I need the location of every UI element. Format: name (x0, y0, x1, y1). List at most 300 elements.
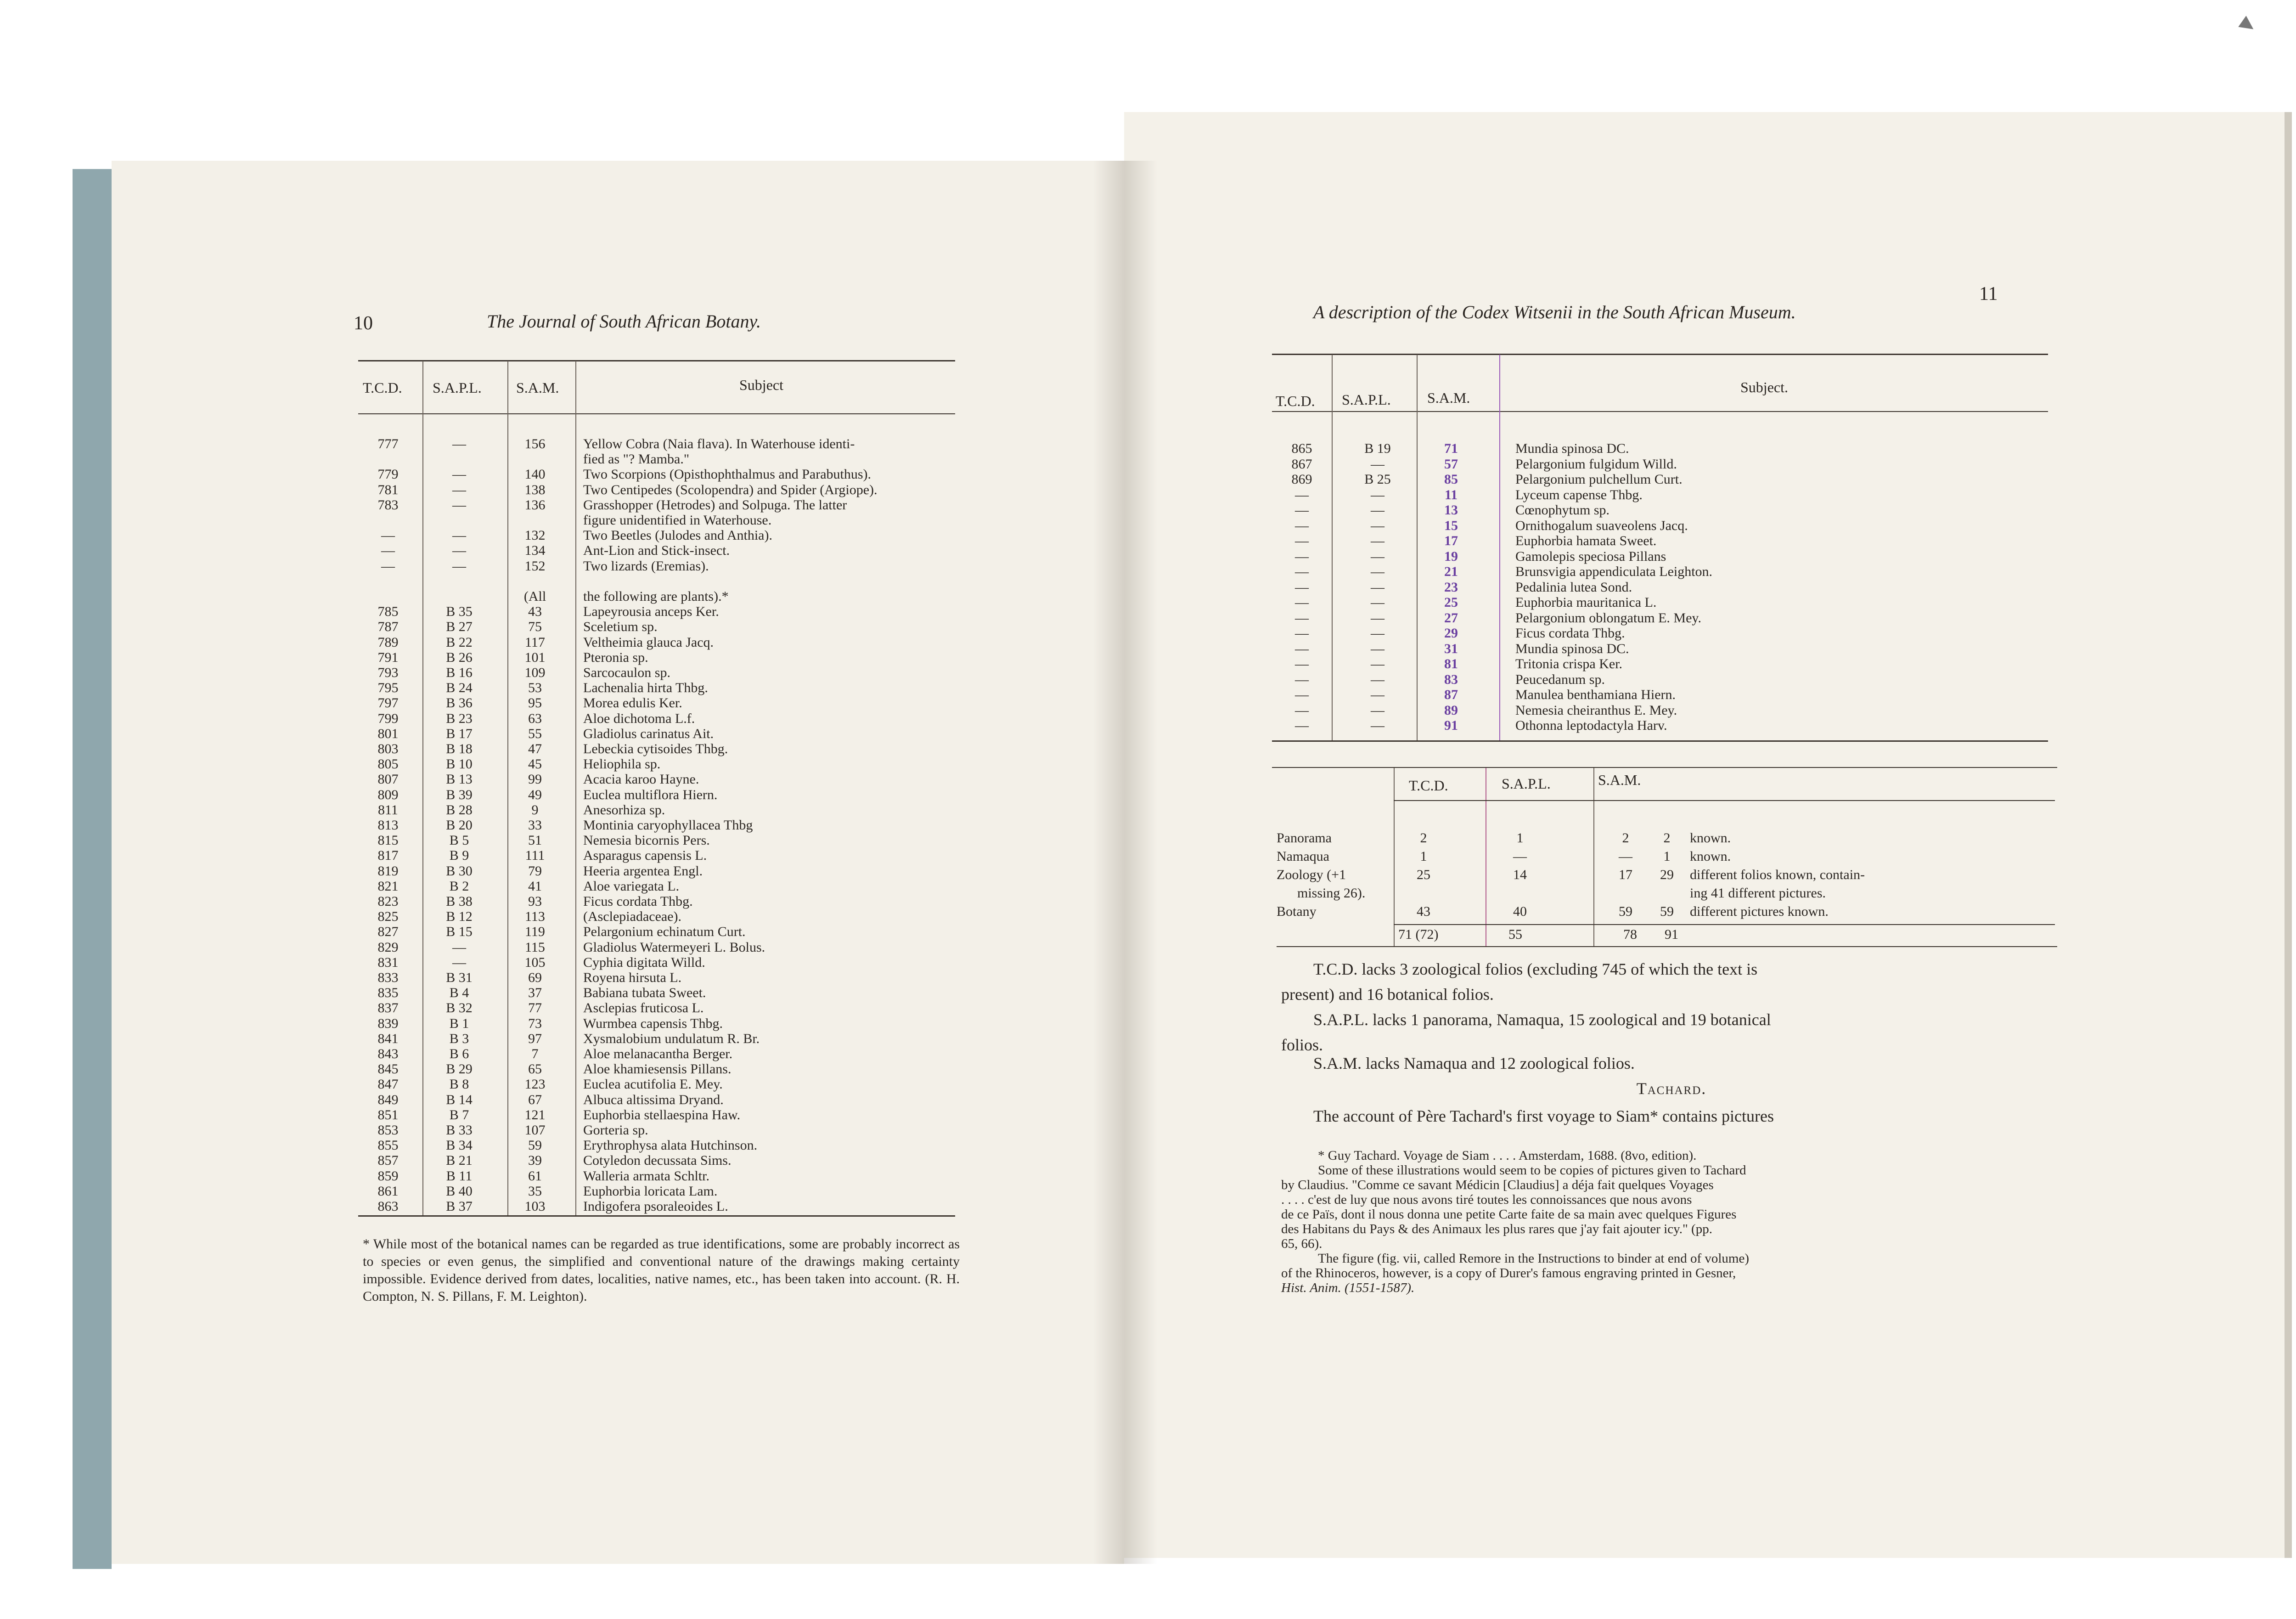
cell-subject: Erythrophysa alata Hutchinson. (583, 1138, 758, 1153)
cell-sam: 152 (524, 558, 546, 574)
cell-tcd: 803 (377, 741, 399, 756)
summary-header-tcd: T.C.D. (1409, 777, 1448, 794)
cell-subject: Cœnophytum sp. (1515, 502, 1610, 518)
table-row (363, 1107, 960, 1123)
table-row (363, 604, 960, 620)
table-row (1277, 457, 2057, 472)
cell-subject: Indigofera psoraleoides L. (583, 1199, 728, 1214)
cell-subject: Walleria armata Schltr. (583, 1168, 709, 1184)
cell-subject: Gladiolus carinatus Ait. (583, 726, 714, 741)
table-row (1277, 564, 2057, 580)
summary-totals (1394, 927, 2055, 942)
footnote-line: de ce Païs, dont il nous donna une petite Carte faite de sa main avec quelques Figures (1281, 1207, 1737, 1222)
table-row (363, 833, 960, 848)
cell-sam: 113 (525, 909, 545, 925)
cell-sapl: B 20 (446, 818, 473, 833)
summary-sapl: 14 (1513, 867, 1527, 882)
table-row (363, 772, 960, 787)
cell-tcd: — (1295, 626, 1309, 641)
cell-subject: Two lizards (Eremias). (583, 558, 709, 574)
cell-subject: Babiana tubata Sweet. (583, 985, 706, 1001)
cell-sam: 138 (524, 482, 546, 497)
total-sam-a: 78 (1623, 927, 1637, 942)
summary-row (1277, 867, 2057, 883)
header-tcd: T.C.D. (363, 379, 402, 396)
table-row (363, 1077, 960, 1092)
cell-sapl: — (1371, 656, 1384, 671)
cell-subject: Aloe melanacantha Berger. (583, 1046, 733, 1061)
paragraph-line: S.A.M. lacks Namaqua and 12 zoological folios. (1313, 1054, 1635, 1072)
cell-tcd: — (1295, 487, 1309, 502)
cell-sam: 51 (528, 833, 542, 848)
cell-subject: Two Scorpions (Opisthophthalmus and Parabuthus). (583, 467, 872, 482)
cell-sapl: — (1371, 687, 1384, 702)
cell-subject: Tritonia crispa Ker. (1515, 656, 1623, 671)
cell-tcd: 807 (377, 772, 399, 787)
cell-sam: 73 (528, 1015, 542, 1031)
cell-subject: Morea edulis Ker. (583, 695, 682, 711)
cell-tcd: 827 (377, 924, 399, 940)
footnote: * While most of the botanical names can be regarded as true identifications, some are probably incorrect as to species or even genus, the simplified and conventional nature of the drawings making certainty impossible. Evidence derived from dates, localities, native names, etc., has been taken into account. (R. H. Compton, N. S. Pillans, F. M. Leighton). (363, 1236, 960, 1304)
cell-tcd: 829 (377, 939, 399, 955)
cell-sapl: — (452, 954, 466, 970)
table-row (363, 558, 960, 574)
cell-sapl: B 40 (446, 1183, 473, 1199)
cell-tcd: — (381, 558, 395, 574)
cell-subject: Gamolepis speciosa Pillans (1515, 548, 1666, 564)
cell-sapl: B 38 (446, 894, 473, 909)
summary-sam-b: 1 (1663, 849, 1671, 864)
table-row (363, 1184, 960, 1199)
cell-sapl: B 35 (446, 604, 473, 620)
cell-sam: 93 (528, 894, 542, 909)
cell-sapl: — (1371, 626, 1384, 641)
paragraph-line: present) and 16 botanical folios. (1281, 985, 1494, 1004)
cell-sam: 97 (528, 1031, 542, 1046)
cell-sapl: — (452, 558, 466, 574)
table-row (363, 589, 960, 604)
cell-sapl: B 24 (446, 680, 473, 696)
cell-tcd: 847 (377, 1077, 399, 1092)
cell-subject: Asclepias fruticosa L. (583, 1000, 704, 1016)
table-row (1277, 656, 2057, 672)
cell-tcd: 857 (377, 1153, 399, 1168)
cell-tcd: — (1295, 656, 1309, 671)
cell-tcd: 811 (378, 802, 398, 818)
cell-sapl: B 34 (446, 1138, 473, 1153)
table-row (363, 726, 960, 742)
table-row (363, 1199, 960, 1214)
table-row (363, 1123, 960, 1138)
table-row (1277, 718, 2057, 733)
cell-sapl: B 15 (446, 924, 473, 940)
cell-sam: 21 (1444, 564, 1458, 579)
footnote-line: 65, 66). (1281, 1236, 1322, 1251)
table-row (363, 635, 960, 650)
right-table-body (1277, 441, 2057, 744)
cell-tcd: — (1295, 502, 1309, 518)
table-bottom-rule (1272, 740, 2048, 742)
cell-tcd: 869 (1291, 472, 1312, 487)
cell-sam: 103 (524, 1199, 546, 1214)
page-number: 10 (354, 313, 373, 334)
cell-tcd: — (1295, 687, 1309, 702)
cell-tcd: 801 (377, 726, 399, 741)
cell-sapl: — (1371, 718, 1384, 733)
summary-header-sapl: S.A.P.L. (1502, 775, 1551, 792)
cell-sapl: — (1371, 548, 1384, 564)
cell-sapl: B 7 (449, 1107, 469, 1123)
summary-header-rule (1394, 800, 2055, 801)
cell-subject: Euphorbia loricata Lam. (583, 1183, 718, 1199)
cell-subject: Ficus cordata Thbg. (1515, 626, 1625, 641)
cell-tcd: 837 (377, 1000, 399, 1016)
table-row (363, 528, 960, 543)
cell-sam: 134 (524, 543, 546, 558)
summary-sam-b: 59 (1660, 904, 1674, 919)
cell-sam: 117 (525, 634, 545, 650)
cell-sam: 111 (525, 848, 545, 863)
cell-tcd: 855 (377, 1138, 399, 1153)
cell-tcd: 867 (1291, 456, 1312, 472)
summary-sam-a: 17 (1619, 867, 1632, 882)
cell-tcd: 799 (377, 711, 399, 726)
cell-subject: the following are plants).* (583, 589, 729, 604)
summary-sapl: 40 (1513, 904, 1527, 919)
summary-row (1277, 849, 2057, 864)
cell-sapl: B 31 (446, 970, 473, 985)
summary-note: known. (1690, 830, 1731, 846)
summary-note: different folios known, contain- (1690, 867, 1865, 882)
cell-tcd: 789 (377, 634, 399, 650)
cell-subject: Euphorbia hamata Sweet. (1515, 533, 1657, 548)
table-row (363, 787, 960, 803)
cell-subject: Sarcocaulon sp. (583, 665, 670, 680)
table-row (363, 497, 960, 513)
cell-sapl: — (1371, 502, 1384, 518)
cell-subject: Albuca altissima Dryand. (583, 1092, 724, 1107)
cell-sam: 91 (1444, 718, 1458, 733)
cell-subject: Pteronia sp. (583, 649, 648, 665)
cell-sam: 83 (1444, 671, 1458, 687)
cell-subject: Yellow Cobra (Naia flava). In Waterhouse identi- (583, 436, 855, 451)
cell-sam: 75 (528, 619, 542, 635)
table-row (363, 985, 960, 1001)
summary-label: missing 26). (1297, 886, 1366, 901)
cell-sam: 23 (1444, 579, 1458, 595)
cell-sam: 9 (531, 802, 539, 818)
table-row (1277, 518, 2057, 534)
cell-sapl: B 25 (1364, 472, 1391, 487)
cell-sapl: B 11 (446, 1168, 473, 1184)
summary-sam-a: — (1619, 849, 1632, 864)
cell-subject: Euclea multiflora Hiern. (583, 787, 718, 802)
cell-sam: 140 (524, 467, 546, 482)
cell-sapl: B 29 (446, 1061, 473, 1077)
summary-row (1277, 886, 2057, 901)
cell-sam: 39 (528, 1153, 542, 1168)
cell-sam: 17 (1444, 533, 1458, 548)
table-row (363, 574, 960, 589)
cell-sapl: — (452, 482, 466, 497)
cell-sapl: B 5 (449, 833, 469, 848)
table-row (363, 1046, 960, 1062)
cell-tcd: 821 (377, 878, 399, 894)
cell-sam: 41 (528, 878, 542, 894)
cell-tcd: 839 (377, 1015, 399, 1031)
cell-tcd: 853 (377, 1123, 399, 1138)
cell-tcd: — (1295, 564, 1309, 579)
cell-sapl: — (452, 528, 466, 543)
cell-subject: Xysmalobium undulatum R. Br. (583, 1031, 760, 1046)
cell-tcd: 795 (377, 680, 399, 696)
cell-tcd: 819 (377, 863, 399, 879)
table-row (363, 802, 960, 818)
summary-row (1277, 904, 2057, 920)
summary-label: Panorama (1277, 830, 1332, 846)
cell-sam: 99 (528, 772, 542, 787)
cell-subject: (Asclepiadaceae). (583, 909, 682, 925)
table-row (1277, 703, 2057, 718)
cell-sam: 71 (1444, 441, 1458, 456)
cell-tcd: 849 (377, 1092, 399, 1107)
table-row (363, 940, 960, 955)
cell-sam: 67 (528, 1092, 542, 1107)
cell-sapl: B 39 (446, 787, 473, 802)
table-row (1277, 487, 2057, 503)
cell-subject: Cyphia digitata Willd. (583, 954, 705, 970)
summary-sapl: — (1513, 849, 1527, 864)
cell-sam: 25 (1444, 595, 1458, 610)
table-row (363, 619, 960, 635)
header-sam: S.A.M. (516, 379, 559, 396)
cell-sam: (All (523, 589, 546, 604)
cell-tcd: — (1295, 548, 1309, 564)
table-row (363, 1138, 960, 1153)
cell-tcd: — (1295, 641, 1309, 656)
cell-sam: 7 (531, 1046, 539, 1061)
table-row (1277, 595, 2057, 610)
cell-sam: 95 (528, 695, 542, 711)
cell-subject: Ficus cordata Thbg. (583, 894, 693, 909)
summary-total-rule (1394, 924, 2055, 925)
table-row (1277, 472, 2057, 487)
cell-subject: Lachenalia hirta Thbg. (583, 680, 708, 696)
table-row (363, 955, 960, 970)
cell-tcd: 791 (377, 649, 399, 665)
table-row (363, 1016, 960, 1032)
cell-subject: Lyceum capense Thbg. (1515, 487, 1643, 502)
cell-sapl: B 21 (446, 1153, 473, 1168)
total-sam-b: 91 (1665, 927, 1678, 942)
cell-sam: 57 (1444, 456, 1458, 472)
total-tcd: 71 (72) (1398, 927, 1439, 942)
cell-sapl: B 8 (449, 1077, 469, 1092)
cell-sapl: B 4 (449, 985, 469, 1001)
cell-subject: Aloe dichotoma L.f. (583, 711, 695, 726)
cell-sam: 65 (528, 1061, 542, 1077)
header-sam: S.A.M. (1427, 389, 1470, 406)
table-row (363, 451, 960, 467)
table-row (1277, 641, 2057, 657)
cell-sam: 121 (524, 1107, 546, 1123)
summary-tcd: 2 (1420, 830, 1427, 846)
table-row (1277, 502, 2057, 518)
cell-sapl: B 13 (446, 772, 473, 787)
cell-sam: 29 (1444, 626, 1458, 641)
cell-sapl: — (1371, 641, 1384, 656)
table-row (363, 513, 960, 528)
cell-subject: Euphorbia mauritanica L. (1515, 595, 1657, 610)
cell-sapl: B 2 (449, 878, 469, 894)
cell-sam: 19 (1444, 548, 1458, 564)
footnote-line: * Guy Tachard. Voyage de Siam . . . . Amsterdam, 1688. (8vo, edition). (1318, 1148, 1697, 1163)
table-header-rule (358, 413, 955, 414)
table-row (363, 970, 960, 986)
cell-sapl: — (1371, 564, 1384, 579)
summary-tcd: 43 (1417, 904, 1430, 919)
cell-sam: 79 (528, 863, 542, 879)
cell-subject: Lebeckia cytisoides Thbg. (583, 741, 728, 756)
cell-subject: Othonna leptodactyla Harv. (1515, 718, 1667, 733)
table-header-rule (1272, 411, 2048, 412)
table-row (363, 894, 960, 909)
total-sapl: 55 (1508, 927, 1522, 942)
cell-sapl: B 18 (446, 741, 473, 756)
cell-subject: Gladiolus Watermeyeri L. Bolus. (583, 939, 765, 955)
table-row (1277, 687, 2057, 703)
summary-sapl: 1 (1516, 830, 1524, 846)
cell-subject: Asparagus capensis L. (583, 848, 707, 863)
summary-sam-a: 59 (1619, 904, 1632, 919)
table-row (363, 482, 960, 498)
summary-label: Zoology (+1 (1277, 867, 1346, 882)
right-page-edge (2285, 112, 2292, 1558)
cell-sapl: B 9 (449, 848, 469, 863)
cell-tcd: 865 (1291, 441, 1312, 456)
table-row (363, 924, 960, 940)
cell-tcd: — (1295, 610, 1309, 626)
cell-sam: 35 (528, 1183, 542, 1199)
cell-subject: Wurmbea capensis Thbg. (583, 1015, 723, 1031)
summary-label: Namaqua (1277, 849, 1329, 864)
cell-tcd: 783 (377, 497, 399, 513)
book-spine-edge (73, 169, 112, 1569)
cell-sapl: B 17 (446, 726, 473, 741)
cell-subject: Ant-Lion and Stick-insect. (583, 543, 730, 558)
cell-subject: Mundia spinosa DC. (1515, 641, 1629, 656)
cell-sapl: B 19 (1364, 441, 1391, 456)
cell-sam: 123 (524, 1077, 546, 1092)
table-row (363, 711, 960, 727)
cell-sam: 43 (528, 604, 542, 620)
cell-sam: 89 (1444, 702, 1458, 718)
cell-tcd: 805 (377, 756, 399, 772)
cell-sapl: B 33 (446, 1123, 473, 1138)
cell-sam: 85 (1444, 472, 1458, 487)
table-row (363, 543, 960, 558)
summary-note: different pictures known. (1690, 904, 1829, 919)
cell-subject: Euphorbia stellaespina Haw. (583, 1107, 741, 1123)
cell-tcd: — (381, 528, 395, 543)
book-gutter (1093, 161, 1157, 1564)
footnote-line: Some of these illustrations would seem to be copies of pictures given to Tachard (1318, 1163, 1746, 1178)
page-number: 11 (1979, 283, 1998, 305)
summary-sam-b: 2 (1663, 830, 1671, 846)
cell-sapl: — (452, 436, 466, 451)
cell-tcd: 825 (377, 909, 399, 925)
table-row (363, 863, 960, 879)
cell-tcd: 833 (377, 970, 399, 985)
summary-table-body (1277, 830, 2057, 931)
cell-subject: Anesorhiza sp. (583, 802, 665, 818)
cell-sam: 109 (524, 665, 546, 680)
table-top-rule (1272, 354, 2048, 355)
cell-sam: 115 (525, 939, 545, 955)
cell-tcd: 785 (377, 604, 399, 620)
cell-sam: 55 (528, 726, 542, 741)
cell-sapl: — (1371, 702, 1384, 718)
cell-sapl: — (1371, 671, 1384, 687)
cell-subject: Brunsvigia appendiculata Leighton. (1515, 564, 1713, 579)
table-row (1277, 533, 2057, 549)
cell-tcd: 835 (377, 985, 399, 1001)
cell-tcd: 809 (377, 787, 399, 802)
footnote-line: by Claudius. "Comme ce savant Médicin [Claudius] a déja fait quelques Voyages (1281, 1178, 1714, 1192)
cell-sapl: — (452, 467, 466, 482)
cell-subject: Royena hirsuta L. (583, 970, 682, 985)
cell-tcd: 841 (377, 1031, 399, 1046)
table-row (1277, 626, 2057, 641)
cell-sapl: B 6 (449, 1046, 469, 1061)
table-bottom-rule (358, 1215, 955, 1217)
cell-sam: 37 (528, 985, 542, 1001)
table-row (1277, 580, 2057, 595)
cell-tcd: 845 (377, 1061, 399, 1077)
cell-sam: 69 (528, 970, 542, 985)
cell-tcd: 781 (377, 482, 399, 497)
cell-tcd: 779 (377, 467, 399, 482)
cell-subject: Heeria argentea Engl. (583, 863, 703, 879)
cell-sam: 53 (528, 680, 542, 696)
cell-sapl: — (1371, 456, 1384, 472)
table-row (363, 665, 960, 681)
cell-sam: 45 (528, 756, 542, 772)
cell-sapl: — (1371, 487, 1384, 502)
cell-subject: Pelargonium fulgidum Willd. (1515, 456, 1677, 472)
table-row (363, 848, 960, 863)
cell-sapl: B 16 (446, 665, 473, 680)
cell-sapl: — (1371, 518, 1384, 533)
cell-sam: 59 (528, 1138, 542, 1153)
footnote-line: . . . . c'est de luy que nous avons tiré toutes les connoissances que nous avons (1281, 1192, 1692, 1207)
cell-sam: 136 (524, 497, 546, 513)
cell-subject: Lapeyrousia anceps Ker. (583, 604, 719, 620)
cell-subject: Montinia caryophyllacea Thbg (583, 818, 753, 833)
table-row (363, 436, 960, 452)
cell-sam: 61 (528, 1168, 542, 1184)
left-table-body (363, 436, 960, 1217)
cell-sam: 87 (1444, 687, 1458, 702)
cell-sapl: — (452, 939, 466, 955)
table-row (363, 909, 960, 925)
cell-subject: figure unidentified in Waterhouse. (583, 513, 772, 528)
cell-subject: Pedalinia lutea Sond. (1515, 579, 1632, 595)
table-row (1277, 672, 2057, 688)
cell-sam: 119 (525, 924, 545, 940)
cell-sapl: — (1371, 595, 1384, 610)
cell-subject: Peucedanum sp. (1515, 671, 1605, 687)
